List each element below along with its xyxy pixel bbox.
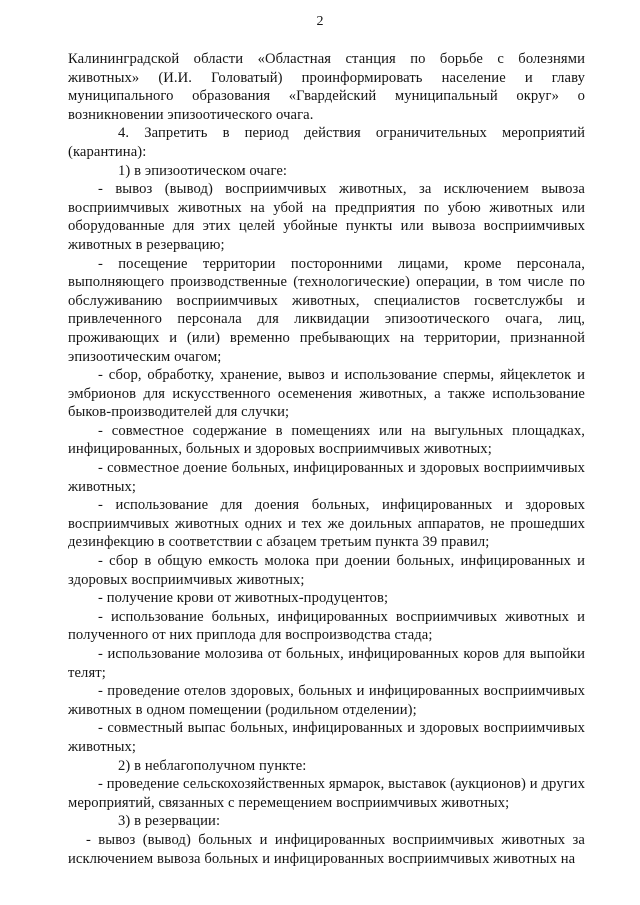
document-body [68, 50, 585, 868]
paragraph-bullet: - посещение территории посторонними лицами, кроме персонала, выполняющего производственные (технологические) операции, в том числе по обслуживанию восприимчивых животных, специалистов госветслужбы и привлеченного персонала для ликвидации эпизоотического очага, лиц, проживающих и (или) временно пребывающих на территории, признанной эпизоотическим очагом; [68, 255, 585, 365]
paragraph-bullet: - вывоз (вывод) больных и инфицированных восприимчивых животных за исключением вывоза больных и инфицированных восприимчивых животных на [68, 831, 585, 867]
paragraph-bullet: - совместный выпас больных, инфицированных и здоровых восприимчивых животных; [68, 720, 585, 755]
paragraph-bullet: - вывоз (вывод) восприимчивых животных, за исключением вывоза восприимчивых животных на убой на предприятия по убою животных или оборудованные для этих целей убойные пункты или вывоза восприимчивых животных в резервацию; [68, 181, 585, 253]
paragraph-bullet: - совместное содержание в помещениях или на выгульных площадках, инфицированных, больных и здоровых восприимчивых животных; [68, 422, 585, 458]
paragraph-bullet: - сбор, обработку, хранение, вывоз и использование спермы, яйцеклеток и эмбрионов для искусственного осеменения животных, а также использование быков-производителей для случки; [68, 367, 585, 421]
paragraph-continuation: Калининградской области «Областная станция по борьбе с болезнями животных» (И.И. Головатый) проинформировать население и главу муниципального образования «Гвардейский муниципальный округ» о возникновении эпизоотического очага. [68, 51, 585, 123]
paragraph-item-4: 4. Запретить в период действия ограничительных мероприятий (карантина): [68, 125, 585, 160]
paragraph-bullet: - использование молозива от больных, инфицированных коров для выпойки телят; [68, 646, 585, 681]
paragraph-bullet: - получение крови от животных-продуцентов; [98, 590, 389, 607]
paragraph-bullet: - совместное доение больных, инфицированных и здоровых восприимчивых животных; [68, 460, 585, 495]
paragraph-bullet: - использование больных, инфицированных восприимчивых животных и полученного от них приплода для воспроизводства стада; [68, 608, 585, 644]
paragraph-subitem-1: 1) в эпизоотическом очаге: [118, 162, 288, 179]
paragraph-bullet: - проведение отелов здоровых, больных и инфицированных восприимчивых животных в одном помещении (родильном отделении); [68, 683, 585, 718]
paragraph-subitem-2: 2) в неблагополучном пункте: [118, 757, 307, 774]
paragraph-bullet: - проведение сельскохозяйственных ярмарок, выставок (аукционов) и других мероприятий, связанных с перемещением восприимчивых животных; [68, 776, 585, 811]
page-number: 2 [316, 14, 324, 29]
paragraph-bullet: - использование для доения больных, инфицированных и здоровых восприимчивых животных одних и тех же доильных аппаратов, не прошедших дезинфекцию в соответствии с абзацем третьим пункта 39 правил; [68, 497, 585, 551]
paragraph-bullet: - сбор в общую емкость молока при доении больных, инфицированных и здоровых восприимчивых животных; [68, 553, 585, 588]
paragraph-subitem-3: 3) в резервации: [118, 813, 221, 830]
